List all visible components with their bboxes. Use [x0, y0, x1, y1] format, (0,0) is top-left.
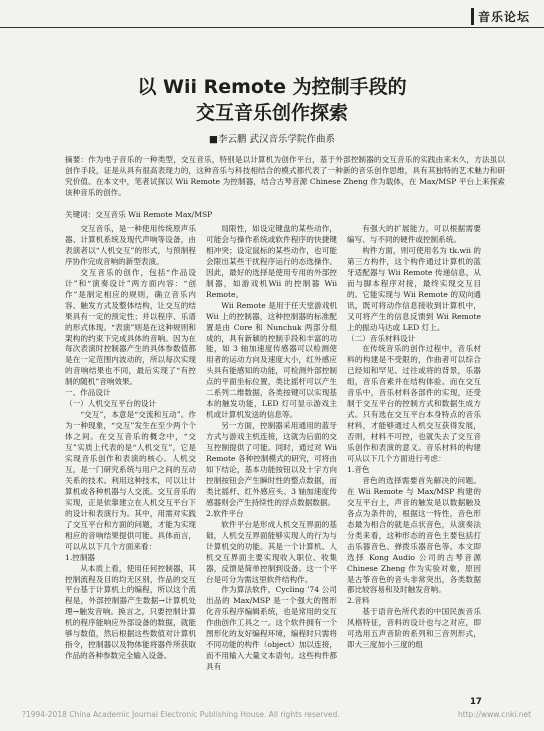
footer-url: http://www.cnki.net [458, 710, 532, 719]
section-heading: （一）人机交互平台的设计 [65, 399, 157, 409]
body-column-3 [347, 224, 481, 694]
body-paragraph: “交互”，本意是“交流和互动”。作为一种现象，“交互”发生在至少两个个体之间。在交互音乐的概念中，“交互”实质上代表的是“人机交互”，它是实现音乐创作和表演的核心。人机交互，是一门研究系统与用户之间的互动关系的技术。利用这种技术，可以让计算机或各种机器与人交流。交互音乐的实现，正是依靠建立在人机交互平台下的设计和表演行为。其中，用需对实践了交互平台和方面的问题，才能为实现相应的音响结果提供可能。具体而言，可以从以下几个方面来看： [65, 410, 196, 551]
author-line: ■李云鹏 武汉音乐学院作曲系 [209, 134, 335, 145]
section-heading: 2.音料 [347, 596, 370, 606]
body-paragraph: 交互音乐，是一种使用传统原声乐器、计算机系统及现代声响等设备，由表演者以“人机交互”的形式，与预制程序协作完成音响的新型表演。 [65, 224, 196, 266]
body-paragraph: 构件方面，则可使用名为 tk.wii 的第三方构件，这个构件通过计算机的蓝牙适配器与 Wii Remote 传递信息，从而与脚本程序对接，最终实现交互目的。它能实现与 Wii Remote 的双向通讯，既可将动作信息接收到计算机中，又可将产生的信息反馈到 Wii Remote 上的振动马达或 LED 灯上。 [347, 245, 481, 332]
body-paragraph: 从本质上看，使用任何控制器，其控制流程及目的均无区别，作品的交互平台基于计算机上的编程，所以这个流程是，外部控制器产生数据→计算机处理→触发音响。换言之，只要控制计算机的程序能响应外部设备的数据，就能够与数值，然后根据这些数值对计算机指令，控制器以及物体能将器件所获取作品的各种参数完全输入设备。 [65, 563, 196, 661]
page-number: 17 [470, 697, 482, 707]
abstract: 摘要：作为电子音乐的一种类型，交互音乐，特别是以计算机为创作平台，基于外部控制器的交互音乐的实践由来未久，方法虽以创作手段，证是从具有很高表现力的，这种音乐与科技相结合的模式都代表了一种新的音乐创作思维，具有其独特的艺术魅力和研究价值。在本文中，笔者试探以 Wii Remote 为控制器，结合古琴音源 Chinese Zheng 作为载体，在 Max/MSP 平台上来探索该种音乐的创作。 [65, 155, 505, 197]
title-line-1: 以 Wii Remote 为控制手段的 [137, 76, 407, 98]
section-heading: 1.控制器 [65, 552, 96, 562]
body-paragraph: 交互音乐的创作，包括“作品设计”和“演奏设计”两方面内容：“创作”是制定相应的规则，确立音乐内容、触发方式及整体结构，让交互的结果具有一定的预定性；并以程序、乐谱的形式体现。“表演”则是在这种规则和架构的约束下完成具体的音响。因为在每次表演时控制器产生的具体参数值都是在一定范围内波动的，所以每次实现的音响结果也不同，最后实现了“有控制的随机”音响效果。 [65, 267, 196, 387]
body-paragraph: 作为算法软件，Cycling ’74 公司出品的 Max/MSP 是一个强大的图形化音乐程序编辑系统，也是常用的交互作曲创作工具之一。这个软件拥有一个图形化的友好编程环境，编程时只需将不同功能的构件（object）加以连接，而不用输入大量文本语句。这些构件都具有 [206, 585, 337, 672]
body-paragraph: 在传统音乐的创作过程中，音乐材料的构建是不受限的，作曲者可以综合已经知和罕见、过往或将的背景，乐器组，音乐音素并在结构体验。而在交互音乐中，音乐材料各部件的实现，还受制于交互平台的控制方式和数据生成方式。只有选在交互平台本身特点的音乐材料，才能够通过人机交互获得发展，否则，材料不可控，也就失去了交互音乐创作和表演的意义。音乐材料的构建可从以下几个方面进行考虑： [347, 344, 481, 464]
section-heading: 2.软件平台 [206, 508, 244, 518]
body-paragraph: 有强大的扩展能力，可以根据需要编写、与不同的硬件或控制系统。 [347, 224, 481, 244]
body-paragraph: 音色的选择需要首先解决的问题。在 Wii Remote 与 Max/MSP 构建的交互平台上，声音的触发是以数据触及各点为条件的，根据这一特性，音色形态最为相合的就是点状音色，从演奏法分类来看，这种形态的音色主要包括打击乐器音色、弹拨乐器音色等。本文即选择 Kong Audio 公司的古琴音源 Chinese Zheng 作为实验对象，原因是古筝音色的音头非常突出，各类数据都比较容易和及时触发音响。 [347, 475, 481, 595]
body-column-1 [65, 224, 196, 694]
keywords: 关键词：交互音乐 Wii Remote Max/MSP [65, 210, 213, 219]
section-heading: （二）音乐材料设计 [347, 333, 416, 343]
body-paragraph: 局限性，如设定键盘的某些动作，可能会与操作系统或软件程序的快捷键相冲突；设定鼠标的某些动作，也可能会限出某些干扰程序运行的态选操作。因此，最好的选择是使用专用的外部控制器，如游戏机Wii 的控制器 Wii Remote。 [206, 224, 337, 299]
header-rule [0, 27, 544, 28]
body-paragraph: 基于语音色所代表的中国民族音乐风格特征，音料的设计也与之对应，即可选用五声音阶的系列和三音列形式，即大三度加小三度的组 [347, 607, 481, 650]
body-paragraph: Wii Remote 是用于任天堂游戏机 Wii 上的控制器，这种控制器的标准配置是由 Core 和 Nunchuk 两部分组成的，具有新颖的控制手段和丰富的功能，如 3 轴加速度传感器可以检测使用者的运动方向及速度大小，红外感应头具有能感知的功能，可检测外部控制点的平面坐标位置，类比摇杆可以产生二系列二维数据，各类按键可以实现基本的触发功能，LED 灯可显示游戏主机或计算机发送的信息等。 [206, 300, 337, 420]
body-column-2 [206, 224, 337, 694]
section-heading: 一、作品设计 [65, 388, 111, 398]
body-paragraph: 软件平台是形成人机交互界面的基础，人机交互界面能够实现人的行为与计算机交的功能。其是一个计算机、人机交互界面主要实现收入职位、收集器，反馈是简单控制到设备。这一个平台是可分为需这里软件结构作。 [206, 519, 337, 584]
article-title [0, 74, 544, 126]
title-line-2: 交互音乐创作探索 [195, 102, 348, 124]
section-heading: 1.音色 [347, 464, 370, 474]
section-tag: 音乐论坛 [471, 8, 530, 25]
footer-copyright: ?1994-2018 China Academic Journal Electronic Publishing House. All rights reserved. [22, 710, 340, 719]
body-paragraph: 另一方面，控制器采用通用的蓝牙方式与游戏主机连接，这就为后面的交互控制提供了可能。同时，通过对 Wii Remote 各种控制模式的研究，可将由如下结论，基本功能按钮以及十字方向控制按钮会产生瞬时性的整点数据，而类比摇杆、红外感应头、3 轴加速度传感器则会产生持续性的浮点数据数据。 [206, 421, 337, 507]
